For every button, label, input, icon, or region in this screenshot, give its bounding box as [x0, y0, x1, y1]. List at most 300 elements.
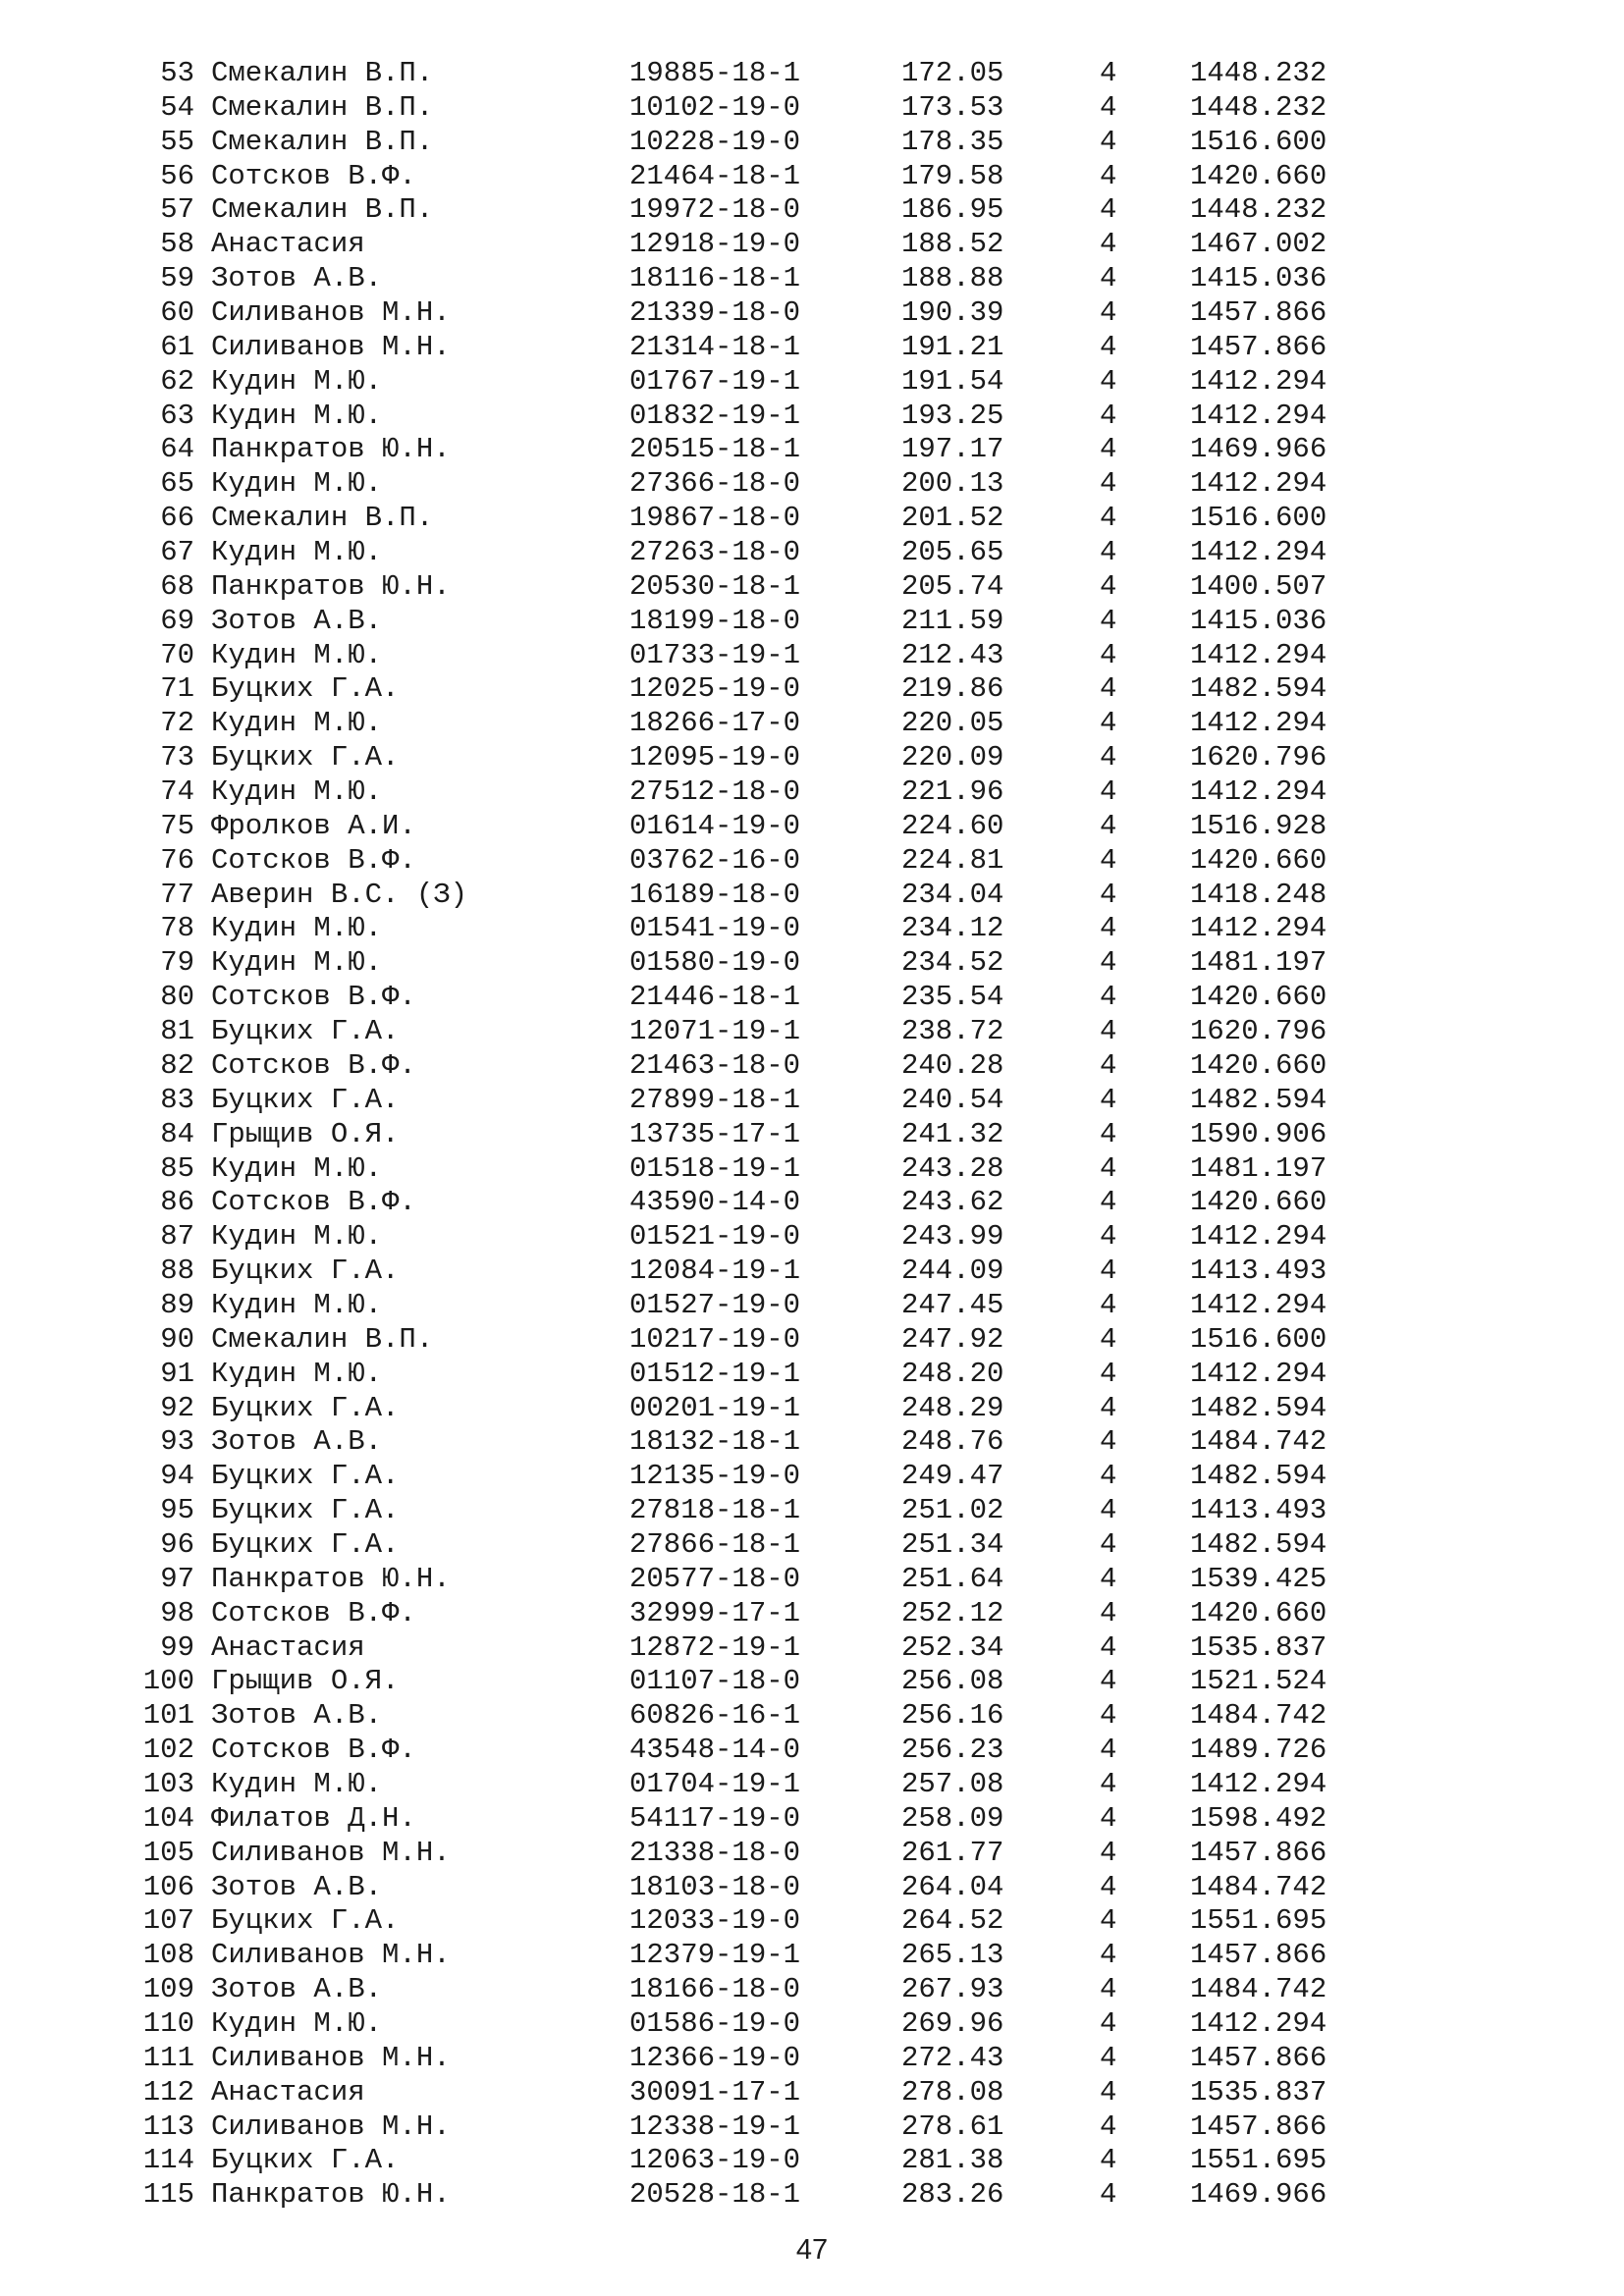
price-value: 1467.002	[1190, 228, 1327, 261]
record-code: 27366-18-0	[629, 467, 801, 501]
person-name: Силиванов М.Н.	[211, 2109, 451, 2143]
record-code: 18266-17-0	[629, 707, 801, 740]
price-value: 1412.294	[1190, 1288, 1327, 1321]
price-value: 1482.594	[1190, 1391, 1327, 1424]
count-value: 4	[1100, 330, 1117, 363]
table-row	[0, 1118, 1624, 1152]
record-code: 10217-19-0	[629, 1322, 801, 1356]
measured-value: 264.52	[901, 1904, 1004, 1938]
record-code: 12872-19-1	[629, 1630, 801, 1664]
row-number: 102	[142, 1734, 194, 1767]
measured-value: 224.81	[901, 843, 1004, 877]
measured-value: 173.53	[901, 90, 1004, 124]
person-name: Буцких Г.А.	[211, 1527, 400, 1561]
row-number: 80	[160, 981, 194, 1014]
person-name: Буцких Г.А.	[211, 1015, 400, 1048]
record-code: 12063-19-0	[629, 2144, 801, 2177]
table-row	[0, 844, 1624, 879]
count-value: 4	[1100, 2144, 1117, 2177]
person-name: Кудин М.Ю.	[211, 912, 383, 945]
row-number: 76	[160, 843, 194, 877]
record-code: 01767-19-1	[629, 364, 801, 398]
row-number: 88	[160, 1255, 194, 1288]
count-value: 4	[1100, 296, 1117, 330]
count-value: 4	[1100, 809, 1117, 842]
count-value: 4	[1100, 1288, 1117, 1321]
price-value: 1412.294	[1190, 912, 1327, 945]
row-number: 75	[160, 809, 194, 842]
count-value: 4	[1100, 1527, 1117, 1561]
record-code: 10102-19-0	[629, 90, 801, 124]
row-number: 77	[160, 878, 194, 911]
measured-value: 211.59	[901, 604, 1004, 637]
person-name: Анастасия	[211, 228, 365, 261]
record-code: 13735-17-1	[629, 1117, 801, 1150]
measured-value: 249.47	[901, 1460, 1004, 1493]
record-code: 16189-18-0	[629, 878, 801, 911]
count-value: 4	[1100, 1630, 1117, 1664]
person-name: Буцких Г.А.	[211, 1904, 400, 1938]
price-value: 1412.294	[1190, 775, 1327, 809]
table-row	[0, 1460, 1624, 1494]
person-name: Кудин М.Ю.	[211, 638, 383, 671]
row-number: 114	[142, 2144, 194, 2177]
measured-value: 261.77	[901, 1836, 1004, 1869]
person-name: Смекалин В.П.	[211, 502, 434, 535]
price-value: 1482.594	[1190, 672, 1327, 706]
record-code: 12135-19-0	[629, 1460, 801, 1493]
count-value: 4	[1100, 2109, 1117, 2143]
record-code: 01518-19-1	[629, 1151, 801, 1185]
table-row	[0, 946, 1624, 981]
row-number: 83	[160, 1083, 194, 1116]
record-code: 21463-18-0	[629, 1048, 801, 1082]
price-value: 1415.036	[1190, 262, 1327, 295]
count-value: 4	[1100, 1255, 1117, 1288]
row-number: 87	[160, 1220, 194, 1254]
record-code: 19972-18-0	[629, 193, 801, 227]
measured-value: 258.09	[901, 1801, 1004, 1835]
price-value: 1412.294	[1190, 638, 1327, 671]
table-row	[0, 1084, 1624, 1118]
row-number: 74	[160, 775, 194, 809]
table-row	[0, 1768, 1624, 1802]
person-name: Кудин М.Ю.	[211, 1767, 383, 1800]
row-number: 98	[160, 1596, 194, 1629]
record-code: 21446-18-1	[629, 981, 801, 1014]
record-code: 20577-18-0	[629, 1562, 801, 1595]
measured-value: 191.21	[901, 330, 1004, 363]
record-code: 12918-19-0	[629, 228, 801, 261]
row-number: 101	[142, 1699, 194, 1733]
price-value: 1418.248	[1190, 878, 1327, 911]
count-value: 4	[1100, 228, 1117, 261]
measured-value: 200.13	[901, 467, 1004, 501]
count-value: 4	[1100, 569, 1117, 603]
person-name: Панкратов Ю.Н.	[211, 433, 451, 466]
price-value: 1412.294	[1190, 364, 1327, 398]
record-code: 20515-18-1	[629, 433, 801, 466]
price-value: 1420.660	[1190, 843, 1327, 877]
count-value: 4	[1100, 741, 1117, 774]
count-value: 4	[1100, 1836, 1117, 1869]
count-value: 4	[1100, 1391, 1117, 1424]
measured-value: 251.64	[901, 1562, 1004, 1595]
row-number: 96	[160, 1527, 194, 1561]
table-row	[0, 1049, 1624, 1084]
count-value: 4	[1100, 1596, 1117, 1629]
table-row	[0, 1973, 1624, 2007]
count-value: 4	[1100, 1048, 1117, 1082]
person-name: Смекалин В.П.	[211, 90, 434, 124]
row-number: 106	[142, 1870, 194, 1903]
price-value: 1620.796	[1190, 1015, 1327, 1048]
row-number: 89	[160, 1288, 194, 1321]
person-name: Зотов А.В.	[211, 1699, 383, 1733]
person-name: Кудин М.Ю.	[211, 775, 383, 809]
price-value: 1420.660	[1190, 159, 1327, 192]
count-value: 4	[1100, 502, 1117, 535]
price-value: 1484.742	[1190, 1973, 1327, 2006]
count-value: 4	[1100, 912, 1117, 945]
row-number: 84	[160, 1117, 194, 1150]
count-value: 4	[1100, 159, 1117, 192]
table-row	[0, 570, 1624, 605]
price-value: 1412.294	[1190, 2006, 1327, 2040]
record-code: 20530-18-1	[629, 569, 801, 603]
price-value: 1469.966	[1190, 433, 1327, 466]
person-name: Грыщив О.Я.	[211, 1665, 400, 1698]
price-value: 1413.493	[1190, 1255, 1327, 1288]
count-value: 4	[1100, 1801, 1117, 1835]
table-row	[0, 296, 1624, 331]
table-row	[0, 1699, 1624, 1734]
table-row	[0, 2042, 1624, 2076]
table-row	[0, 502, 1624, 536]
person-name: Кудин М.Ю.	[211, 399, 383, 432]
measured-value: 243.28	[901, 1151, 1004, 1185]
row-number: 100	[142, 1665, 194, 1698]
measured-value: 278.08	[901, 2075, 1004, 2109]
table-row	[0, 1734, 1624, 1768]
record-code: 60826-16-1	[629, 1699, 801, 1733]
table-row	[0, 2144, 1624, 2178]
table-row	[0, 639, 1624, 673]
table-row	[0, 1255, 1624, 1289]
record-code: 12071-19-1	[629, 1015, 801, 1048]
person-name: Кудин М.Ю.	[211, 467, 383, 501]
row-number: 66	[160, 502, 194, 535]
record-code: 12379-19-1	[629, 1939, 801, 1972]
record-code: 12095-19-0	[629, 741, 801, 774]
count-value: 4	[1100, 1973, 1117, 2006]
measured-value: 212.43	[901, 638, 1004, 671]
table-row	[0, 1186, 1624, 1220]
table-row	[0, 126, 1624, 160]
count-value: 4	[1100, 843, 1117, 877]
measured-value: 235.54	[901, 981, 1004, 1014]
row-number: 65	[160, 467, 194, 501]
table-row	[0, 1563, 1624, 1597]
measured-value: 188.52	[901, 228, 1004, 261]
table-row	[0, 57, 1624, 91]
record-code: 01704-19-1	[629, 1767, 801, 1800]
person-name: Силиванов М.Н.	[211, 1836, 451, 1869]
price-value: 1412.294	[1190, 1357, 1327, 1390]
table-row	[0, 228, 1624, 262]
count-value: 4	[1100, 1083, 1117, 1116]
measured-value: 241.32	[901, 1117, 1004, 1150]
price-value: 1457.866	[1190, 2109, 1327, 2143]
row-number: 68	[160, 569, 194, 603]
count-value: 4	[1100, 2178, 1117, 2212]
count-value: 4	[1100, 2006, 1117, 2040]
price-value: 1521.524	[1190, 1665, 1327, 1698]
measured-value: 240.28	[901, 1048, 1004, 1082]
measured-value: 256.16	[901, 1699, 1004, 1733]
row-number: 115	[142, 2178, 194, 2212]
measured-value: 256.23	[901, 1734, 1004, 1767]
row-number: 104	[142, 1801, 194, 1835]
person-name: Сотсков В.Ф.	[211, 1734, 416, 1767]
measured-value: 248.20	[901, 1357, 1004, 1390]
person-name: Сотсков В.Ф.	[211, 159, 416, 192]
row-number: 79	[160, 946, 194, 980]
row-number: 63	[160, 399, 194, 432]
person-name: Силиванов М.Н.	[211, 2041, 451, 2074]
count-value: 4	[1100, 981, 1117, 1014]
price-value: 1412.294	[1190, 536, 1327, 569]
count-value: 4	[1100, 1699, 1117, 1733]
person-name: Буцких Г.А.	[211, 1460, 400, 1493]
record-code: 03762-16-0	[629, 843, 801, 877]
table-row	[0, 1392, 1624, 1426]
measured-value: 240.54	[901, 1083, 1004, 1116]
record-code: 18116-18-1	[629, 262, 801, 295]
price-value: 1457.866	[1190, 1836, 1327, 1869]
person-name: Кудин М.Ю.	[211, 2006, 383, 2040]
price-value: 1448.232	[1190, 57, 1327, 89]
count-value: 4	[1100, 2075, 1117, 2109]
table-row	[0, 1152, 1624, 1187]
person-name: Смекалин В.П.	[211, 125, 434, 158]
person-name: Филатов Д.Н.	[211, 1801, 416, 1835]
price-value: 1448.232	[1190, 90, 1327, 124]
record-code: 27899-18-1	[629, 1083, 801, 1116]
record-code: 18199-18-0	[629, 604, 801, 637]
measured-value: 191.54	[901, 364, 1004, 398]
row-number: 95	[160, 1494, 194, 1527]
record-code: 21314-18-1	[629, 330, 801, 363]
price-value: 1482.594	[1190, 1527, 1327, 1561]
row-number: 85	[160, 1151, 194, 1185]
record-code: 01521-19-0	[629, 1220, 801, 1254]
person-name: Зотов А.В.	[211, 1425, 383, 1459]
price-value: 1539.425	[1190, 1562, 1327, 1595]
count-value: 4	[1100, 1494, 1117, 1527]
table-row	[0, 741, 1624, 775]
table-row	[0, 1871, 1624, 1905]
measured-value: 251.02	[901, 1494, 1004, 1527]
measured-value: 188.88	[901, 262, 1004, 295]
measured-value: 190.39	[901, 296, 1004, 330]
measured-value: 243.99	[901, 1220, 1004, 1254]
count-value: 4	[1100, 1767, 1117, 1800]
measured-value: 179.58	[901, 159, 1004, 192]
row-number: 78	[160, 912, 194, 945]
table-row	[0, 912, 1624, 946]
row-number: 103	[142, 1767, 194, 1800]
record-code: 12338-19-1	[629, 2109, 801, 2143]
count-value: 4	[1100, 604, 1117, 637]
count-value: 4	[1100, 1357, 1117, 1390]
price-value: 1457.866	[1190, 2041, 1327, 2074]
count-value: 4	[1100, 1151, 1117, 1185]
row-number: 57	[160, 193, 194, 227]
record-code: 32999-17-1	[629, 1596, 801, 1629]
count-value: 4	[1100, 1186, 1117, 1219]
count-value: 4	[1100, 193, 1117, 227]
measured-value: 244.09	[901, 1255, 1004, 1288]
row-number: 64	[160, 433, 194, 466]
row-number: 110	[142, 2006, 194, 2040]
price-value: 1551.695	[1190, 2144, 1327, 2177]
table-row	[0, 1802, 1624, 1837]
person-name: Буцких Г.А.	[211, 1083, 400, 1116]
row-number: 97	[160, 1562, 194, 1595]
measured-value: 193.25	[901, 399, 1004, 432]
count-value: 4	[1100, 1734, 1117, 1767]
price-value: 1482.594	[1190, 1083, 1327, 1116]
row-number: 55	[160, 125, 194, 158]
row-number: 69	[160, 604, 194, 637]
price-value: 1457.866	[1190, 330, 1327, 363]
measured-value: 264.04	[901, 1870, 1004, 1903]
table-row	[0, 1597, 1624, 1631]
price-value: 1412.294	[1190, 1767, 1327, 1800]
record-code: 21464-18-1	[629, 159, 801, 192]
measured-value: 234.52	[901, 946, 1004, 980]
price-value: 1420.660	[1190, 1186, 1327, 1219]
record-code: 43590-14-0	[629, 1186, 801, 1219]
row-number: 108	[142, 1939, 194, 1972]
measured-value: 267.93	[901, 1973, 1004, 2006]
record-code: 01580-19-0	[629, 946, 801, 980]
count-value: 4	[1100, 775, 1117, 809]
table-row	[0, 1220, 1624, 1255]
record-code: 54117-19-0	[629, 1801, 801, 1835]
table-row	[0, 1358, 1624, 1392]
price-value: 1457.866	[1190, 1939, 1327, 1972]
person-name: Смекалин В.П.	[211, 1322, 434, 1356]
person-name: Буцких Г.А.	[211, 2144, 400, 2177]
person-name: Буцких Г.А.	[211, 1391, 400, 1424]
person-name: Кудин М.Ю.	[211, 946, 383, 980]
record-code: 18103-18-0	[629, 1870, 801, 1903]
measured-value: 220.09	[901, 741, 1004, 774]
person-name: Кудин М.Ю.	[211, 1357, 383, 1390]
measured-value: 251.34	[901, 1527, 1004, 1561]
person-name: Сотсков В.Ф.	[211, 843, 416, 877]
table-row	[0, 1939, 1624, 1973]
price-value: 1516.600	[1190, 1322, 1327, 1356]
person-name: Кудин М.Ю.	[211, 536, 383, 569]
person-name: Смекалин В.П.	[211, 57, 434, 89]
measured-value: 219.86	[901, 672, 1004, 706]
record-code: 21339-18-0	[629, 296, 801, 330]
table-row	[0, 981, 1624, 1015]
price-value: 1412.294	[1190, 1220, 1327, 1254]
table-row	[0, 331, 1624, 365]
table-row	[0, 91, 1624, 126]
row-number: 94	[160, 1460, 194, 1493]
count-value: 4	[1100, 1425, 1117, 1459]
table-row	[0, 365, 1624, 400]
record-code: 01586-19-0	[629, 2006, 801, 2040]
person-name: Силиванов М.Н.	[211, 1939, 451, 1972]
record-code: 01733-19-1	[629, 638, 801, 671]
table-row	[0, 672, 1624, 707]
table-row	[0, 160, 1624, 194]
price-value: 1535.837	[1190, 1630, 1327, 1664]
price-value: 1412.294	[1190, 399, 1327, 432]
row-number: 70	[160, 638, 194, 671]
record-code: 12084-19-1	[629, 1255, 801, 1288]
price-value: 1484.742	[1190, 1699, 1327, 1733]
measured-value: 178.35	[901, 125, 1004, 158]
count-value: 4	[1100, 90, 1117, 124]
price-value: 1484.742	[1190, 1425, 1327, 1459]
price-value: 1481.197	[1190, 1151, 1327, 1185]
measured-value: 186.95	[901, 193, 1004, 227]
record-code: 27866-18-1	[629, 1527, 801, 1561]
count-value: 4	[1100, 1939, 1117, 1972]
table-row	[0, 1665, 1624, 1699]
table-row	[0, 2007, 1624, 2042]
price-value: 1598.492	[1190, 1801, 1327, 1835]
count-value: 4	[1100, 57, 1117, 89]
table-row	[0, 2110, 1624, 2145]
row-number: 93	[160, 1425, 194, 1459]
measured-value: 201.52	[901, 502, 1004, 535]
table-row	[0, 2076, 1624, 2110]
price-value: 1415.036	[1190, 604, 1327, 637]
table-row	[0, 262, 1624, 296]
record-code: 12366-19-0	[629, 2041, 801, 2074]
count-value: 4	[1100, 1904, 1117, 1938]
price-value: 1400.507	[1190, 569, 1327, 603]
price-value: 1448.232	[1190, 193, 1327, 227]
table-row	[0, 2178, 1624, 2213]
price-value: 1420.660	[1190, 981, 1327, 1014]
price-value: 1420.660	[1190, 1048, 1327, 1082]
count-value: 4	[1100, 262, 1117, 295]
measured-value: 265.13	[901, 1939, 1004, 1972]
count-value: 4	[1100, 536, 1117, 569]
person-name: Сотсков В.Ф.	[211, 1186, 416, 1219]
price-value: 1516.928	[1190, 809, 1327, 842]
measured-value: 205.74	[901, 569, 1004, 603]
table-row	[0, 775, 1624, 810]
record-code: 18132-18-1	[629, 1425, 801, 1459]
person-name: Кудин М.Ю.	[211, 1151, 383, 1185]
table-row	[0, 400, 1624, 434]
record-code: 19867-18-0	[629, 502, 801, 535]
count-value: 4	[1100, 1015, 1117, 1048]
row-number: 56	[160, 159, 194, 192]
measured-value: 221.96	[901, 775, 1004, 809]
record-code: 01527-19-0	[629, 1288, 801, 1321]
